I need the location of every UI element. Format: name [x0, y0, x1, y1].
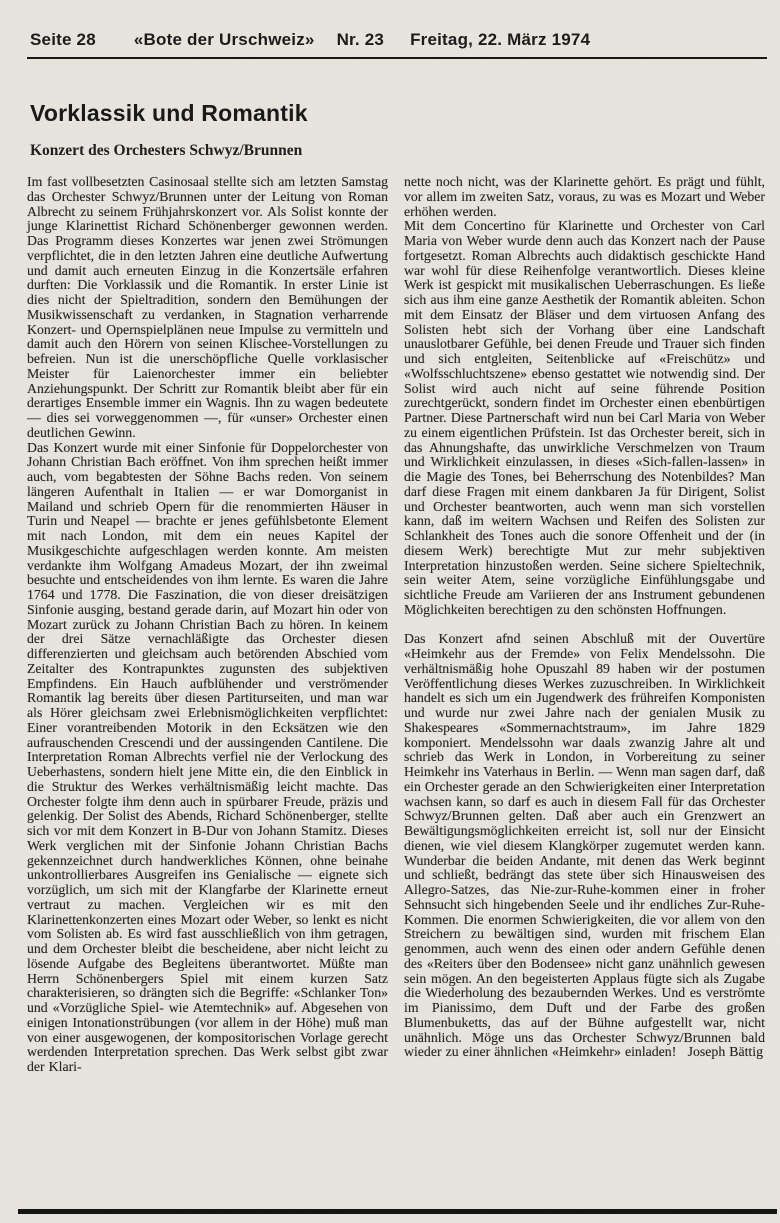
article-paragraph: Mit dem Concertino für Klarinette und Orchester von Carl Maria von Weber wurde denn auch das Konzert nach der Pause fortgesetzt. Roman Albrechts auch didaktisch geschickte Hand war wohl für diese Reihenfolge verantwortlich. Dieses kleine Werk ist gespickt mit musikalischen Ueberraschungen. Es ließe sich aus ihm eine ganze Aesthetik der Romantik ableiten. Schon mit dem Einsatz der Bläser und dem virtuosen Anfang des Solisten hebt sich der Vorhang über eine Landschaft unauslotbarer Gefühle, bei denen Freude und Trauer sich finden und sich entgleiten, Seitenblicke auf «Freischütz» und «Wolfsschluchtszene» ebenso gestattet wie notwendig sind. Der Solist wird auch nicht auf seine führende Position zurechtgerückt, sondern findet im Orchester einen ebenbürtigen Partner. Diese Partnerschaft wird nun bei Carl Maria von Weber zu einem eigentlichen Prüfstein. Ist das Orchester bereit, sich in das Ahnungshafte, das unwirkliche Verschmelzen von Traum und Wirklichkeit einzulassen, in dieses «Sich-fallen-lassen» in die Magie des Tones, bei Beherrschung des Notenbildes? Man darf diese Fragen mit einem dankbaren Ja für Dirigent, Solist und Orchester beantworten, auch wenn man sich vorstellen kann, daß im weitern Wachsen und Reifen des Solisten zur Schlankheit des Tones auch die sonore Offenheit und der (in diesem Werk) berechtigte Mut zur mehr subjektiven Interpretation hinzustoßen werden. Seine sichere Spieltechnik, sein weiter Atem, seine vorzügliche Einfühlungsgabe und sichtliche Freude am Variieren der ans Instrument gebundenen Möglichkeiten berechtigen zu den schönsten Hoffnungen. [404, 218, 765, 617]
right-column-paragraphs [404, 175, 765, 1060]
newspaper-name: «Bote der Urschweiz» [133, 30, 315, 49]
masthead-divider [27, 57, 767, 59]
issue-number: Nr. 23 [336, 30, 385, 49]
article-paragraph: Das Konzert wurde mit einer Sinfonie für Doppelorchester von Johann Christian Bach eröffnet. Von ihm sprechen heißt immer auch, vom begabtesten der Söhne Bachs reden. Von seinem längeren Aufenthalt in Italien — er war Domorganist in Mailand und schrieb Opern für die renommierten Häuser in Turin und Neapel — brachte er jenes gefühlsbetonte Element mit nach London, mit dem ein neues Kapitel der Musikgeschichte aufgeschlagen werden konnte. Am meisten verdankte ihm Wolfgang Amadeus Mozart, der ihn zweimal besuchte und entscheidendes von ihm lernte. Es waren die Jahre 1764 und 1778. Die Faszination, die von dieser dreisätzigen Sinfonie ausging, bestand gerade darin, auf Mozart hin oder von Mozart zurück zu Johann Christian Bach zu hören. In keinem der drei Sätze vernachläßigte das Orchester diesen differenzierten und gleichsam auch betörenden Abschied vom Zeitalter des Kontrapunktes zugunsten des subjektiven Empfindens. Ein Hauch aufblühender und verströmender Romantik lag bereits über diesen Partiturseiten, und man war als Hörer gleichsam zwei Erlebnismöglichkeiten verpflichtet: Einer vorantreibenden Motorik in den Ecksätzen wie den aufrauschenden Crescendi und der aussingenden Cantilene. Die Interpretation Roman Albrechts verfiel nie der Verlockung des Ueberhastens, sondern hielt jene Mitte ein, die den Einblick in die Struktur des Werkes verhältnismäßig leicht machte. Das Orchester folgte ihm denn auch in spürbarer Freude, präzis und gelenkig. Der Solist des Abends, Richard Schönenberger, stellte sich vor mit dem Konzert in B-Dur von Johann Stamitz. Dieses Werk verglichen mit der Sinfonie Johann Christian Bachs gekennzeichnet durch handwerkliches Können, ohne beinahe unkontrollierbares Ausgreifen ins Genialische — eignete sich vorzüglich, um sich mit der Klangfarbe der Klarinette erneut vertraut zu machen. Vergleichen wir es mit den Klarinettenkonzerten eines Mozart oder Weber, so lenkt es nicht vom Solisten ab. Es wird fast ausschließlich von ihm getragen, und dem Orchester bleibt die bescheidene, aber nicht leicht zu lösende Aufgabe des Begleitens überantwortet. Müßte man Herrn Schönenbergers Spiel mit einem kurzen Satz charakterisieren, so drängten sich die Begriffe: «Schlanker Ton» und «Vorzügliche Spiel- wie Atemtechnik» auf. Abgesehen von einigen Intonationstrübungen (vor allem in der Höhe) muß man von einer ausgewogenen, der kompositorischen Vorlage gerecht werdenden Interpretation sprechen. Das Werk selbst gibt zwar der Klari- [27, 439, 388, 1074]
article-body [27, 175, 765, 1075]
left-column [27, 175, 388, 1075]
issue-date: Freitag, 22. März 1974 [410, 30, 591, 49]
page-number-label: Seite 28 [30, 30, 96, 49]
article-paragraph: Im fast vollbesetzten Casinosaal stellte sich am letzten Samstag das Orchester Schwyz/Brunnen unter der Leitung von Roman Albrecht zu seinem Frühjahrskonzert vor. Als Solist konnte der junge Klarinettist Richard Schönenberger gewonnen werden. Das Programm dieses Konzertes war jenen zwei Strömungen verpflichtet, die in den letzten Jahren eine deutliche Aufwertung und damit auch erneuten Einzug in die Konzertsäle erfahren durften: Die Vorklassik und die Romantik. In erster Linie ist dies nicht der Spieltradition, sondern den Bemühungen der Musikwissenschaft zu verdanken, in Stagnation verharrende Konzert- und Opernspielplänen neue Impulse zu vermitteln und damit auch den Hörern von seinen Klischee-Vorstellungen zu befreien. Nun ist die unerschöpfliche Quelle vorklasischer Meister für Laienorchester immer ein beliebter Anziehungspunkt. Der Schritt zur Romantik bleibt aber für ein derartiges Ensemble immer ein Wagnis. Ihn zu wagen bedeutete — dies sei vorweggenommen —, für «unser» Orchester einen deutlichen Gewinn. [27, 174, 388, 440]
masthead [27, 30, 765, 50]
article-paragraph: nette noch nicht, was der Klarinette gehört. Es prägt und fühlt, vor allem im zweiten Satz, voraus, zu was es Mozart und Weber erhöhen werden. [404, 174, 765, 219]
author-byline: Joseph Bättig [687, 1044, 763, 1060]
bottom-rule [18, 1209, 777, 1214]
right-column [404, 175, 765, 1075]
article-title: Vorklassik und Romantik [30, 100, 308, 126]
article-paragraph: Das Konzert afnd seinen Abschluß mit der Ouvertüre «Heimkehr aus der Fremde» von Felix Mendelssohn. Die verhältnismäßig hohe Opuszahl 89 haben wir der postumen Veröffentlichung dieses Werkes zuzuschreiben. In Wirklichkeit handelt es sich um ein Jugendwerk des frühreifen Komponisten und wurde nur zwei Jahre nach der genialen Musik zu Shakespeares «Sommernachtstraum», im Jahre 1829 komponiert. Mendelssohn war daals zwanzig Jahre alt und schrieb das Werk in London, in Vorbereitung zu seiner Heimkehr ins Vaterhaus in Berlin. — Wenn man sagen darf, daß ein Orchester gerade an den Schwierigkeiten einer Interpretation wachsen kann, so darf es auch in diesem Fall für das Orchester Schwyz/Brunnen gelten. Daß aber auch ein Grenzwert an Bewältigungsmöglichkeiten erreicht ist, soll nur der Einsicht dienen, wie viel diesem Klangkörper zugemutet werden kann. Wunderbar die beiden Andante, mit denen das Werk beginnt und schließt, bedrängt das stete über sich Hinausweisen des Allegro-Satzes, das Nie-zur-Ruhe-kommen einer in froher Sehnsucht sich hingebenden Seele und ihr endliches Zur-Ruhe-Kommen. Die enormen Schwierigkeiten, die vor allem von den Streichern zu bewältigen sind, wurden mit frischem Elan genommen, auch wenn des einen oder andern Gefühle denen des «Reiters über den Bodensee» nicht ganz unähnlich gewesen sein mögen. An den begeisterten Applaus fügte sich als Zugabe die Wiederholung des bezaubernden Werkes. Und es verströmte im Pianissimo, dem Duft und der Farbe des großen Blumenbuketts, das auf der Bühne aufgestellt war, nicht unähnlich. Möge uns das Orchester Schwyz/Brunnen bald wieder zu einer ähnlichen «Heimkehr» einladen! [404, 631, 765, 1060]
article-subtitle: Konzert des Orchesters Schwyz/Brunnen [30, 142, 303, 159]
